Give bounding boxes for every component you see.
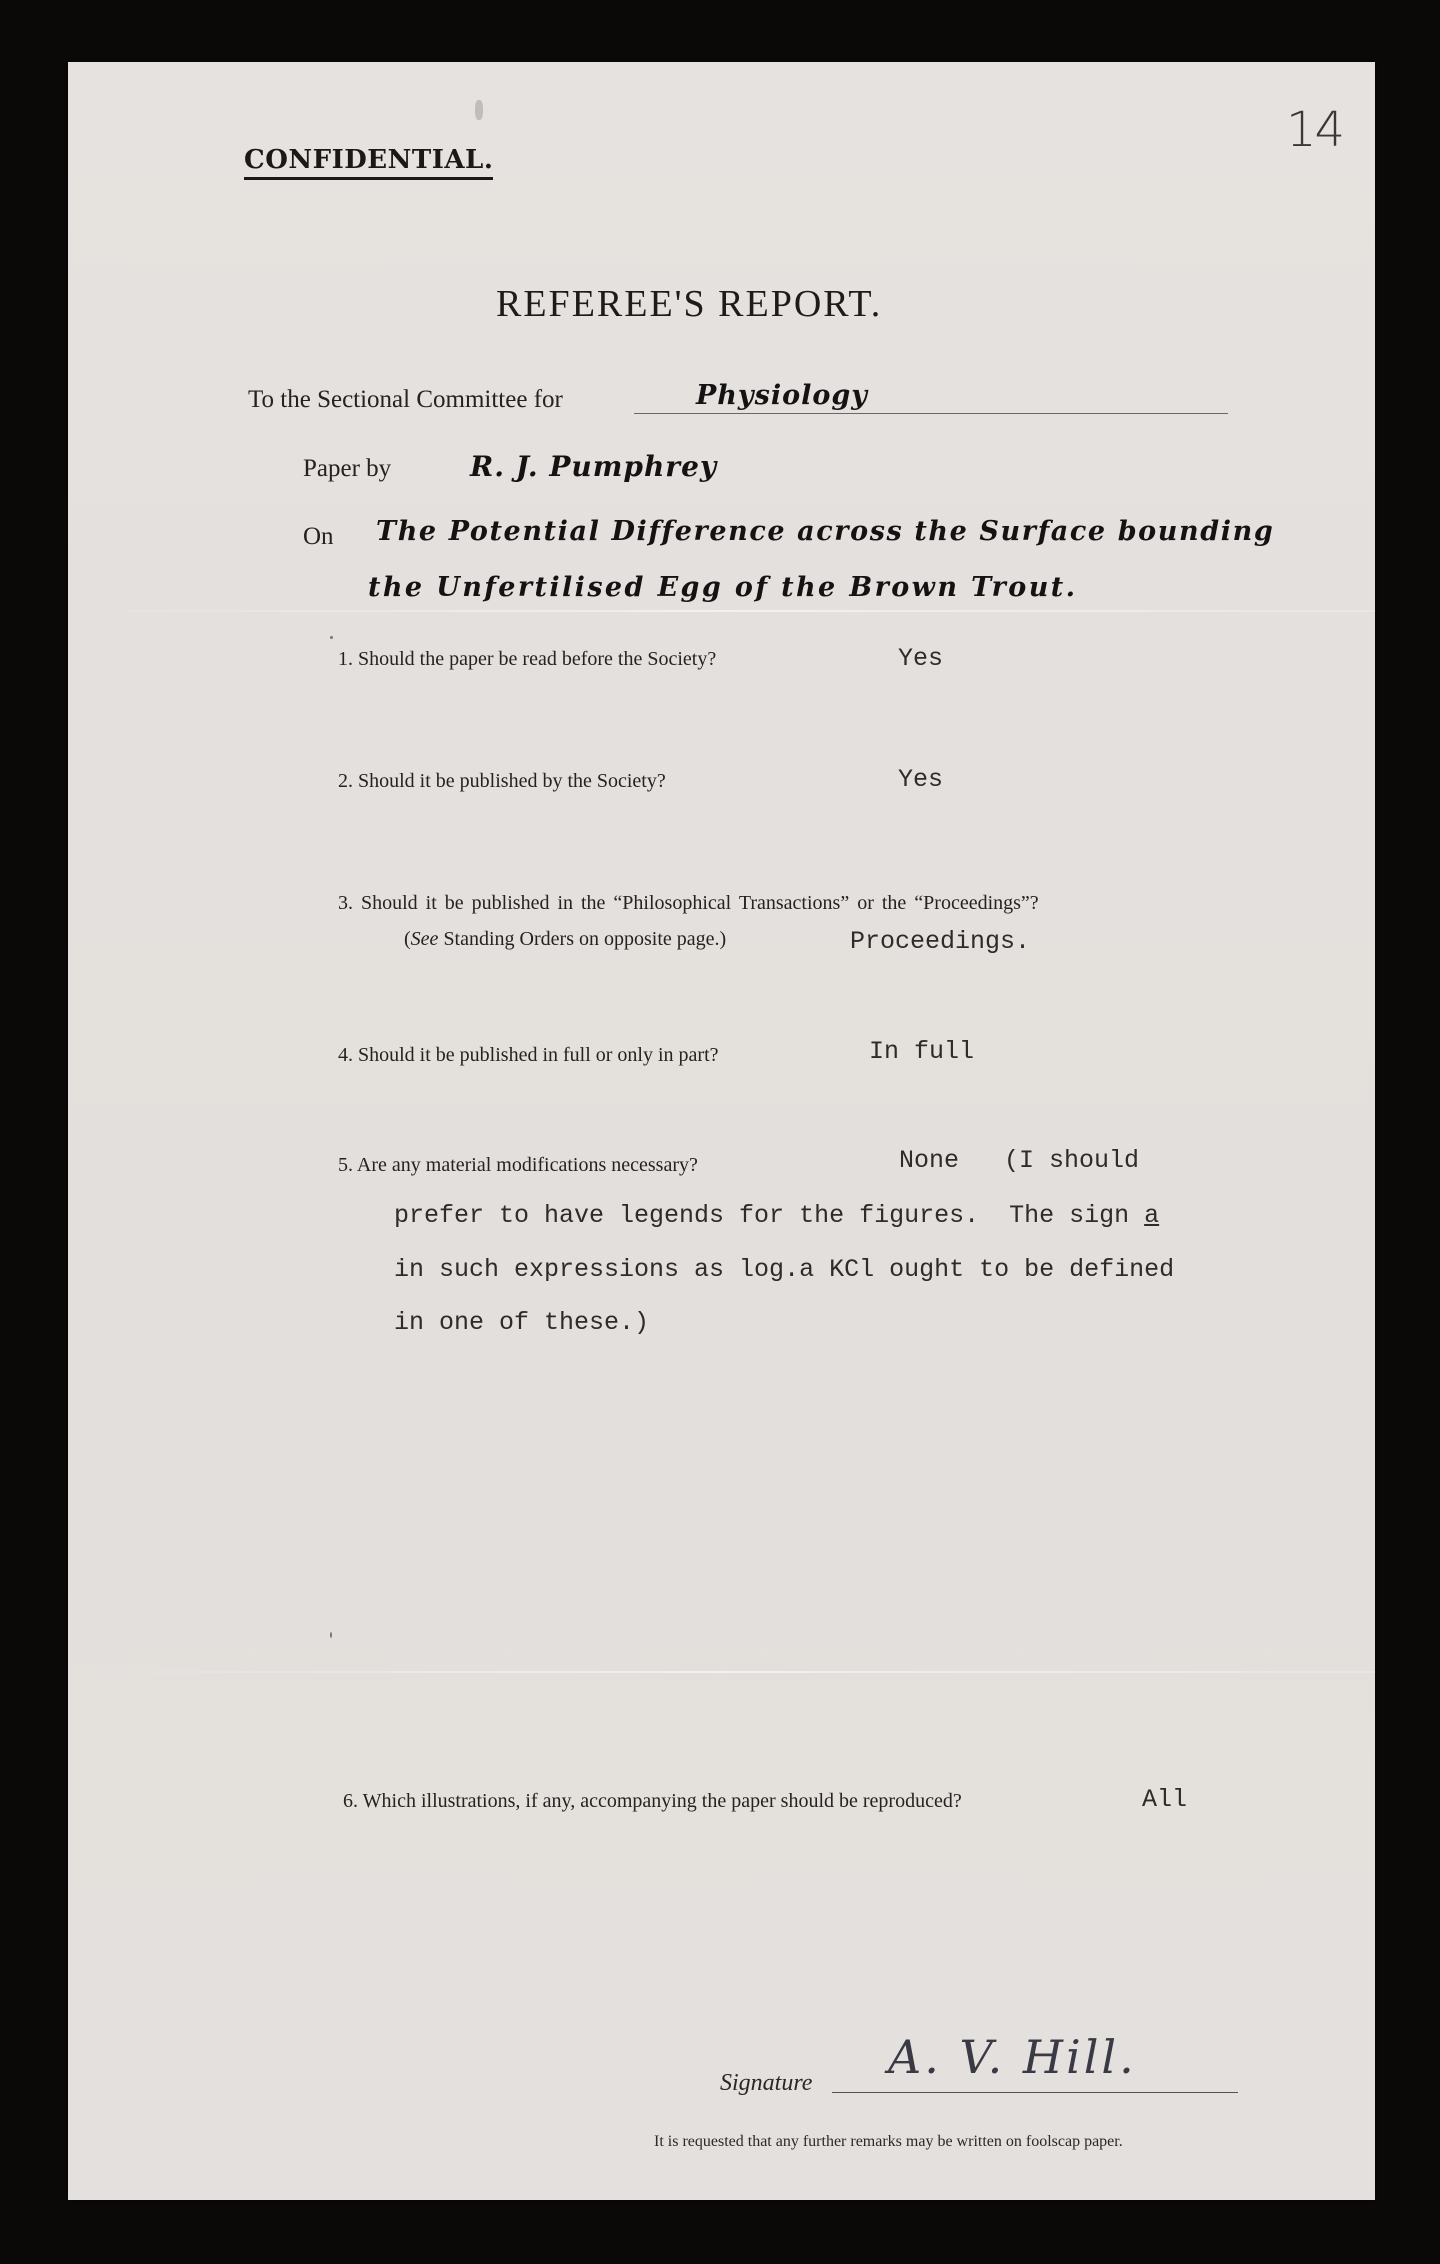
question-text: Should the paper be read before the Society? — [358, 648, 717, 670]
question-number: 3. — [338, 892, 353, 914]
question-6 — [343, 1790, 962, 1813]
answer-5-line-1: None (I should — [899, 1146, 1140, 1175]
signature-line — [832, 2092, 1238, 2093]
answer-3: Proceedings. — [850, 927, 1031, 956]
question-text: Should it be published in the “Philosophical Transactions” or the “Proceedings”? — [361, 892, 1039, 914]
answer-5-line-3: in such expressions as log.a KCl ought to be defined — [394, 1255, 1175, 1284]
question-number: 4. — [338, 1044, 353, 1066]
question-3 — [338, 892, 1039, 915]
question-number: 1. — [338, 648, 353, 670]
paper-title-line-2: the Unfertilised Egg of the Brown Trout. — [368, 572, 1078, 603]
question-number: 6. — [343, 1790, 358, 1812]
ink-speck — [330, 636, 333, 639]
committee-underline — [634, 413, 1228, 414]
question-1 — [338, 648, 716, 671]
paper-fold-line — [68, 1671, 1375, 1673]
confidential-label: CONFIDENTIAL. — [244, 146, 493, 180]
answer-4: In full — [869, 1037, 975, 1066]
answer-5-line-4: in one of these.) — [394, 1308, 650, 1337]
committee-value: Physiology — [696, 380, 868, 411]
question-number: 5. — [338, 1154, 353, 1176]
committee-label: To the Sectional Committee for — [248, 386, 563, 413]
question-number: 2. — [338, 770, 353, 792]
referee-report-sheet — [68, 62, 1375, 2200]
on-label: On — [303, 523, 334, 550]
page-number: 14 — [1286, 102, 1344, 158]
paper-title-line-1: The Potential Difference across the Surface bounding — [376, 516, 1275, 547]
question-2 — [338, 770, 666, 793]
question-5 — [338, 1154, 698, 1177]
paper-fold-line — [68, 610, 1375, 612]
question-3-note: (See Standing Orders on opposite page.) — [404, 928, 727, 950]
underlined-sign-a: a — [1144, 1201, 1160, 1230]
question-text: Should it be published by the Society? — [358, 770, 666, 792]
question-text: Are any material modifications necessary? — [356, 1154, 698, 1176]
see-italic: See — [410, 928, 439, 950]
signature-value: A. V. Hill. — [888, 2030, 1137, 2084]
question-4 — [338, 1044, 719, 1067]
question-text: Should it be published in full or only in part? — [358, 1044, 719, 1066]
ink-speck — [330, 1632, 332, 1638]
answer-2: Yes — [898, 765, 944, 794]
page-title: REFEREE'S REPORT. — [496, 283, 883, 325]
signature-label: Signature — [720, 2070, 813, 2096]
footnote: It is requested that any further remarks may be written on foolscap paper. — [654, 2133, 1123, 2150]
paper-by-label: Paper by — [303, 455, 392, 482]
answer-1: Yes — [898, 644, 944, 673]
answer-6: All — [1142, 1785, 1188, 1814]
question-text: Which illustrations, if any, accompanying the paper should be reproduced? — [362, 1790, 962, 1812]
answer-5-line-2: prefer to have legends for the figures. The sign a — [394, 1201, 1160, 1230]
smudge-mark — [475, 100, 483, 120]
paper-author: R. J. Pumphrey — [470, 450, 718, 483]
